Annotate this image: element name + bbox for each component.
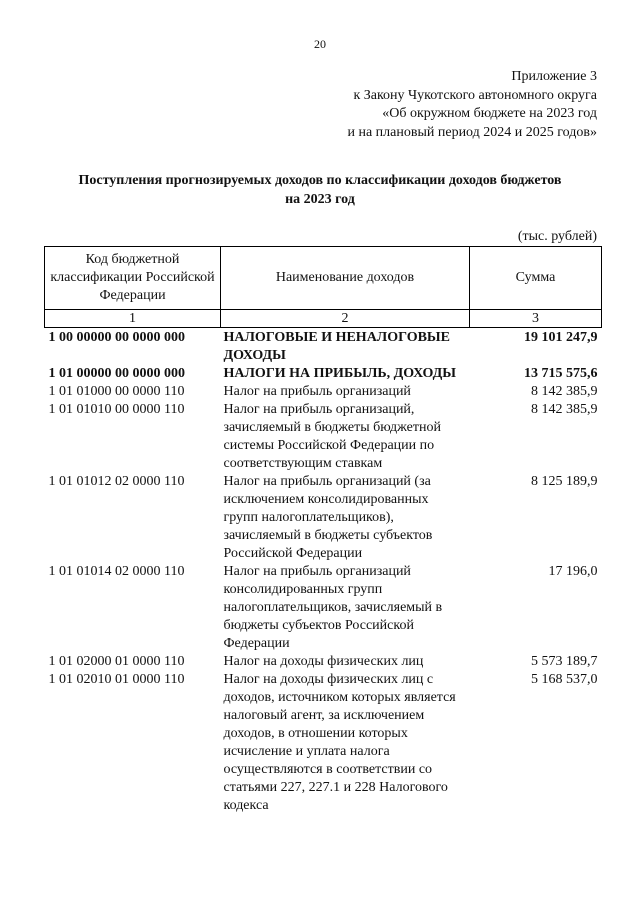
appendix-line-1: Приложение 3 xyxy=(511,69,597,84)
table-row xyxy=(45,671,602,815)
row-sum: 13 715 575,6 xyxy=(524,366,598,381)
document-title-line-1: Поступления прогнозируемых доходов по классификации доходов бюджетов xyxy=(78,173,562,188)
row-code: 1 01 01014 02 0000 110 xyxy=(48,564,185,579)
table-column-numbers-row xyxy=(45,310,602,328)
page-number: 20 xyxy=(314,37,326,51)
row-sum: 8 142 385,9 xyxy=(531,384,598,399)
table-row xyxy=(45,653,602,671)
row-sum: 19 101 247,9 xyxy=(524,330,598,345)
row-code: 1 01 02000 01 0000 110 xyxy=(48,654,185,669)
row-code: 1 01 01012 02 0000 110 xyxy=(48,474,185,489)
row-name: НАЛОГИ НА ПРИБЫЛЬ, ДОХОДЫ xyxy=(223,366,457,381)
row-name: НАЛОГОВЫЕ И НЕНАЛОГОВЫЕ ДОХОДЫ xyxy=(223,330,451,363)
table-row xyxy=(45,365,602,383)
document-title xyxy=(40,172,600,209)
column-number-1: 1 xyxy=(45,310,221,328)
row-sum: 17 196,0 xyxy=(548,564,598,579)
header-code: Код бюджетной классификации Российской Федерации xyxy=(45,247,221,310)
table-row xyxy=(45,328,602,366)
table-row xyxy=(45,401,602,473)
row-name: Налог на доходы физических лиц с доходов, источником которых является налоговый агент, за исключением доходов, в отношении которых исчисление и уплата налога осуществляются в соответствии со статьями 227, 227.1 и 228 Налогового кодекса xyxy=(223,672,456,813)
header-name: Наименование доходов xyxy=(221,247,470,310)
document-title-line-2: на 2023 год xyxy=(285,191,355,207)
row-sum: 5 573 189,7 xyxy=(531,654,598,669)
row-name: Налог на прибыль организаций консолидированных групп налогоплательщиков, зачисляемый в бюджеты субъектов Российской Федерации xyxy=(223,564,443,651)
row-name: Налог на прибыль организаций, зачисляемый в бюджеты бюджетной системы Российской Федерации по соответствующим ставкам xyxy=(223,402,441,471)
column-number-2: 2 xyxy=(221,310,470,328)
appendix-line-4: и на плановый период 2024 и 2025 годов» xyxy=(347,124,597,140)
header-sum: Сумма xyxy=(470,247,602,310)
row-sum: 8 125 189,9 xyxy=(531,474,598,489)
row-sum: 5 168 537,0 xyxy=(531,672,598,687)
units-label: (тыс. рублей) xyxy=(517,229,597,244)
table-header-row xyxy=(45,247,602,310)
table-row xyxy=(45,563,602,653)
row-name: Налог на прибыль организаций (за исключением консолидированных групп налогоплательщиков), зачисляемый в бюджеты субъектов Российской Федерации xyxy=(223,474,433,561)
row-code: 1 01 01010 00 0000 110 xyxy=(48,402,185,417)
row-code: 1 01 01000 00 0000 110 xyxy=(48,384,185,399)
appendix-reference xyxy=(347,68,597,142)
row-name: Налог на прибыль организаций xyxy=(223,384,411,399)
row-code: 1 01 02010 01 0000 110 xyxy=(48,672,185,687)
row-sum: 8 142 385,9 xyxy=(531,402,598,417)
column-number-3: 3 xyxy=(470,310,602,328)
row-code: 1 00 00000 00 0000 000 xyxy=(48,330,185,345)
table-row xyxy=(45,383,602,401)
appendix-line-3: «Об окружном бюджете на 2023 год xyxy=(382,106,597,121)
row-name: Налог на доходы физических лиц xyxy=(223,654,424,669)
income-table xyxy=(44,246,602,815)
appendix-line-2: к Закону Чукотского автономного округа xyxy=(353,87,597,103)
table-row xyxy=(45,473,602,563)
row-code: 1 01 00000 00 0000 000 xyxy=(48,366,185,381)
